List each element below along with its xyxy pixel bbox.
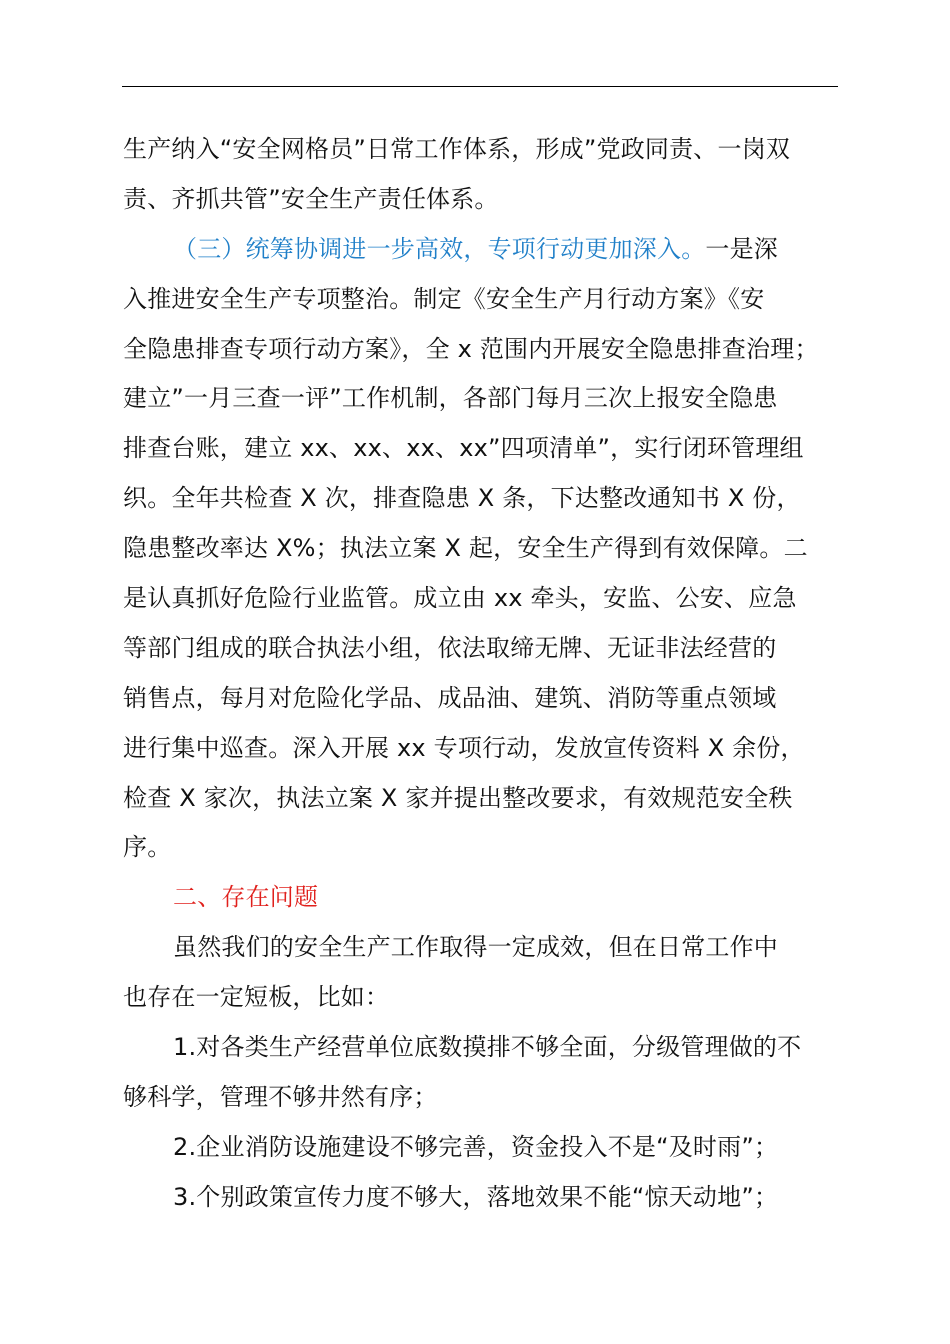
- paragraph-line: 全隐患排查专项行动方案》，全 x 范围内开展安全隐患排查治理；: [123, 334, 819, 363]
- list-item-3: 3.个别政策宣传力度不够大，落地效果不能“惊天动地”；: [173, 1182, 779, 1211]
- document-body: [123, 125, 863, 1223]
- paragraph-line: 虽然我们的安全生产工作取得一定成效，但在日常工作中: [173, 933, 778, 962]
- paragraph-line: 入推进安全生产专项整治。制定《安全生产月行动方案》《安: [123, 284, 765, 313]
- paragraph-line: 排查台账，建立 xx、xx、xx、xx”四项清单”，实行闭环管理组: [123, 434, 804, 463]
- paragraph-line: 检查 X 家次，执法立案 X 家并提出整改要求，有效规范安全秩: [123, 783, 793, 812]
- paragraph-line: 进行集中巡查。深入开展 xx 专项行动，发放宣传资料 X 余份，: [123, 733, 805, 762]
- paragraph-line: 是认真抓好危险行业监管。成立由 xx 牵头，安监、公安、应急: [123, 584, 797, 613]
- subheading-3: （三）统筹协调进一步高效，专项行动更加深入。: [173, 234, 706, 263]
- paragraph-line-rest: 一是深: [705, 234, 779, 263]
- list-item-2: 2.企业消防设施建设不够完善，资金投入不是“及时雨”；: [173, 1132, 779, 1161]
- header-rule: [122, 86, 838, 87]
- paragraph-line: 也存在一定短板，比如：: [123, 983, 390, 1012]
- paragraph-line: 生产纳入“安全网格员”日常工作体系，形成”党政同责、一岗双: [123, 135, 791, 163]
- list-item-1-line: 1.对各类生产经营单位底数摸排不够全面，分级管理做的不: [173, 1033, 802, 1062]
- list-item-1-line: 够科学，管理不够井然有序；: [123, 1082, 438, 1111]
- paragraph-line: 等部门组成的联合执法小组，依法取缔无牌、无证非法经营的: [123, 633, 777, 662]
- paragraph-line: 销售点，每月对危险化学品、成品油、建筑、消防等重点领域: [123, 683, 777, 712]
- subheading-line: [123, 225, 863, 275]
- paragraph-line: 建立”一月三查一评”工作机制，各部门每月三次上报安全隐患: [123, 384, 778, 413]
- paragraph-line: 织。全年共检查 X 次，排查隐患 X 条，下达整改通知书 X 份，: [123, 484, 801, 513]
- paragraph-line: 责、齐抓共管”安全生产责任体系。: [123, 184, 499, 213]
- section-heading: 二、存在问题: [173, 883, 319, 912]
- paragraph-line: 序。: [123, 833, 172, 862]
- paragraph-line: 隐患整改率达 X%；执法立案 X 起，安全生产得到有效保障。二: [123, 534, 808, 563]
